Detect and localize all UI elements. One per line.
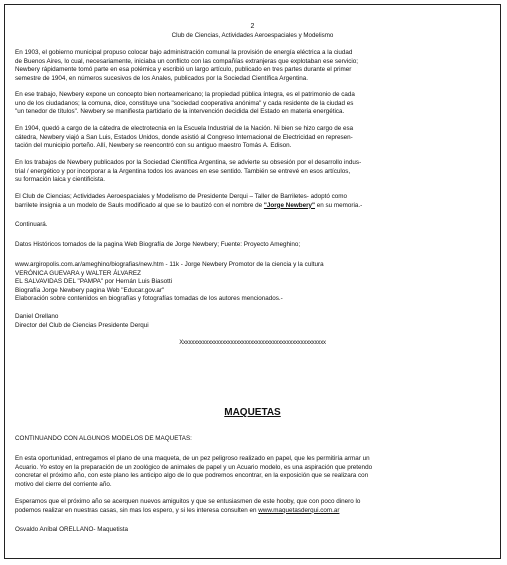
paragraph-1904: En 1904, quedó a cargo de la cátedra de electrotecnia en la Escuela Industrial de la Nación. Ni bien se hizo cargo de esa cátedra, Newbery viajó a San Luis, Estados Unidos, donde asistió al Congreso Internacional de Electricidad en represen- tación del municipio porteño. Allí, Newbery se reencontró con su antiguo maestro Tomás A. Edison. bbox=[15, 125, 354, 150]
page-header: Club de Ciencias, Actividades Aeroespaciales y Modelismo bbox=[171, 32, 334, 39]
paragraph-club bbox=[15, 193, 491, 210]
paragraph-trabajo: En ese trabajo, Newbery expone un concepto bien norteamericano; la propiedad pública íntegra, es el patrimonio de cada uno de los ciudadanos; la comuna, dice, constituye una "sociedad cooperativa anónima" y cada residente de la ciudad es "un tenedor de títulos". Newbery se manifiesta partidario de la intervención decidida del Estado en materia energética. bbox=[15, 91, 355, 116]
barrilete-name: "Jorge Newbery" bbox=[263, 201, 316, 209]
maquetas-intro: CONTINUANDO CON ALGUNOS MODELOS DE MAQUETAS: bbox=[15, 435, 192, 442]
maquetas-paragraph: En esta oportunidad, entregamos el plano de una maqueta, de un pez peligroso realizado en papel, que les permitiría armar un Acuario. Yo estoy en la preparación de un zoológico de animales de papel y un Acuario modelo, es una aspiración que pretendo concretar el próximo año, con este plano les anticipo algo de lo que podremos encontrar, en la exposición que se realizara con motivo del cierre del corriente año. bbox=[15, 455, 373, 488]
document-page bbox=[4, 4, 501, 559]
separator-line: Xxxxxxxxxxxxxxxxxxxxxxxxxxxxxxxxxxxxxxxxxxxxxxxxxxxx bbox=[179, 340, 326, 346]
maquetas-invitation bbox=[15, 498, 491, 515]
paragraph-obsesion: En los trabajos de Newbery publicados por la Sociedad Científica Argentina, se advierte su obsesión por el desarrollo indus- trial / energético y por incorporar a la Argentina todos los avances en ese sentido. También se entrevé en esos artículos, su formación laica y cientificista. bbox=[15, 159, 362, 184]
page-number: 2 bbox=[250, 23, 255, 30]
sources-list: www.argiropolis.com.ar/ameghino/biografias/new.htm - 11k - Jorge Newbery Promotor de la ciencia y la cultura VERÓNICA GUEVARA y WALTER ÁLVAREZ EL SALVAVIDAS DEL "PAMPA" por Hernán Luis Biasotti Biografía Jorge Newbery pagina Web "Educar.gov.ar" Elaboración sobre contenidos en biografías y fotografías tomadas de los autores mencionados.- bbox=[15, 261, 324, 303]
paragraph-1903: En 1903, el gobierno municipal propuso colocar bajo administración comunal la provisión de energía eléctrica a la ciudad de Buenos Aires, lo cual, necesariamente, iniciaba un conflicto con las compañías extranjeras que explotaban ese servicio; Newbery rápidamente tomó parte en esa polémica y escribió un largo artículo, publicado en tres partes durante el primer semestre de 1904, en números sucesivos de los Anales, publicados por la Sociedad Científica Argentina. bbox=[15, 49, 359, 82]
maquetas-link[interactable]: www.maquetasderqui.com.ar bbox=[258, 506, 340, 514]
club-text-end: en su memoria.- bbox=[315, 201, 363, 209]
club-text: El Club de Ciencias; Actividades Aeroespaciales y Modelismo de Presidente Derqui – Taller de Barriletes- adoptó como barrilete insignia a un modelo de Sauls modificado al que se lo bautizó con el nombre de bbox=[15, 193, 348, 209]
maquetas-title: MAQUETAS bbox=[224, 407, 281, 418]
signature: Daniel Orellano Director del Club de Ciencias Presidente Derqui bbox=[15, 313, 149, 329]
invitation-text: Esperamos que el próximo año se acerquen nuevos amiguitos y que se entusiasmen de este hooby, que con poco dinero lo podemos realizar en nuestras casas, sin mas los espero, y si les interesa consulten en bbox=[15, 498, 361, 514]
continuara: Continuará. bbox=[15, 221, 48, 228]
sources-intro: Datos Históricos tomados de la pagina Web Biografía de Jorge Newbery; Fuente: Proyecto Ameghino; bbox=[15, 241, 301, 248]
maquetas-signature: Osvaldo Aníbal ORELLANO- Maquetista bbox=[15, 526, 129, 533]
